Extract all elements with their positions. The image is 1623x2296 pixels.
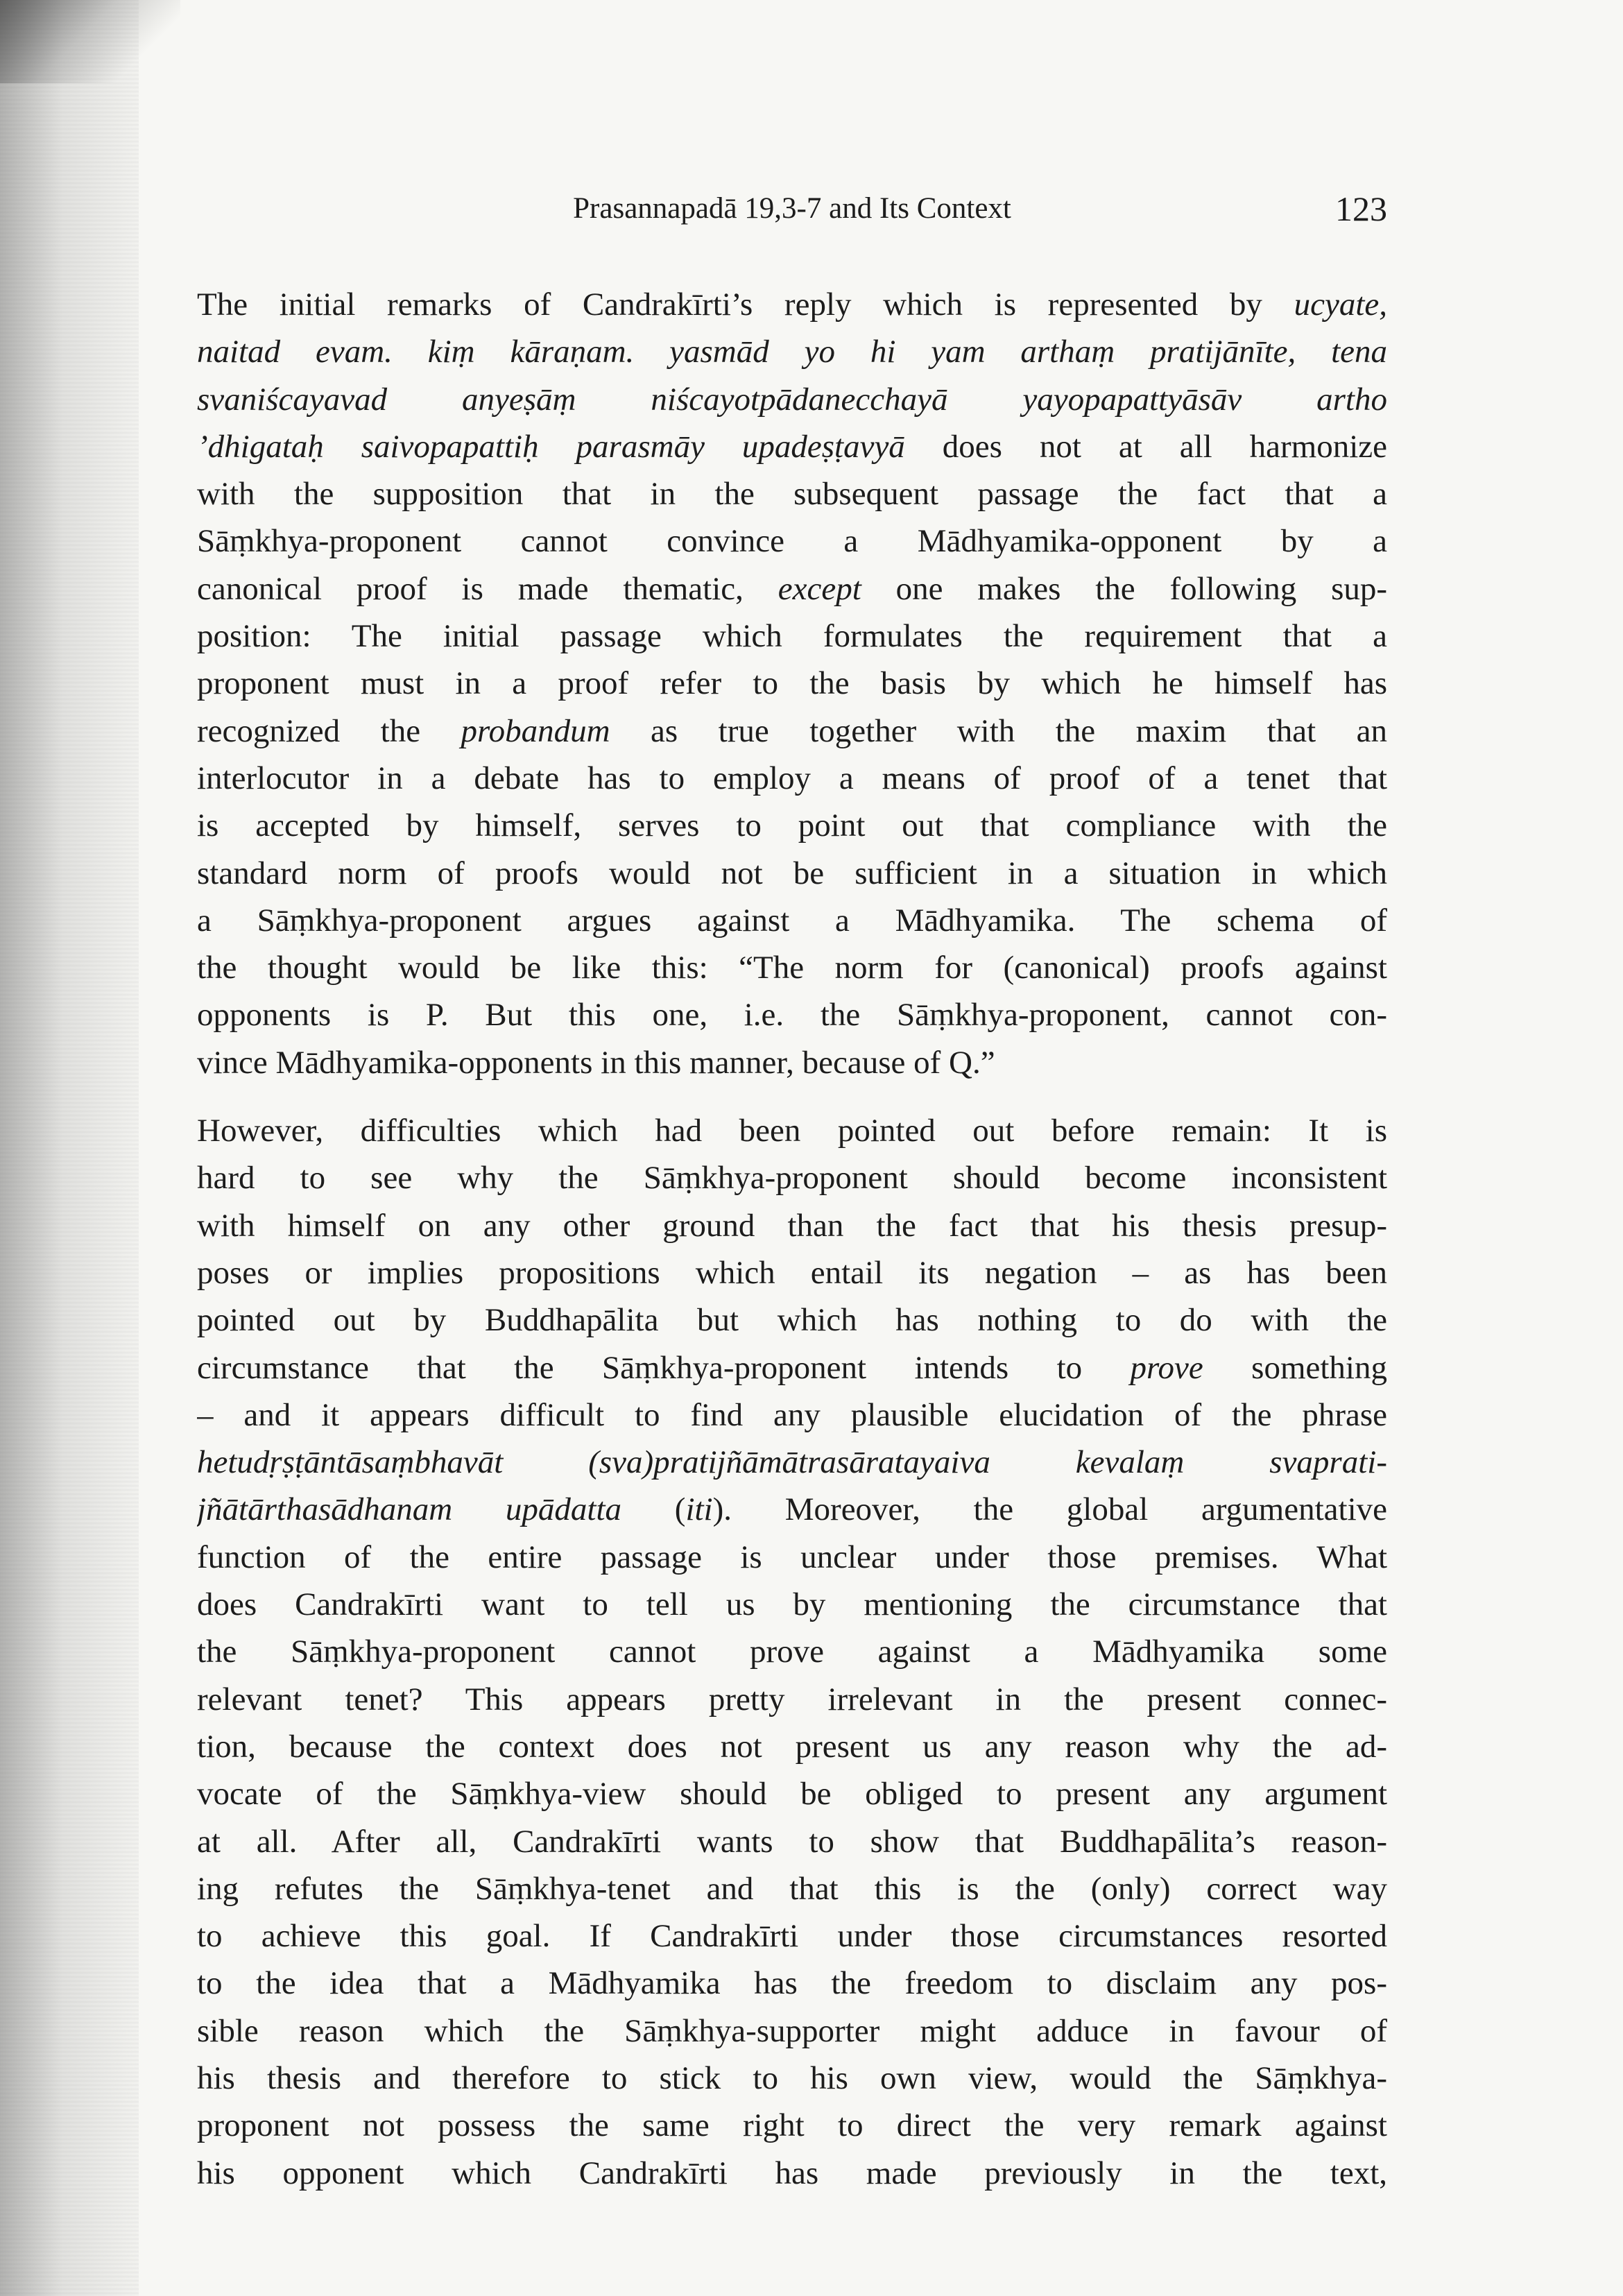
- italic-text: jñātārthasādhanam upādatta: [197, 1491, 622, 1528]
- text-line: [197, 565, 1387, 612]
- text-line: [197, 328, 1387, 375]
- text-line: [197, 376, 1387, 423]
- italic-text: except: [778, 570, 861, 607]
- text-run: at all. After all, Candrakīrti wants to show that Buddhapālita’s reason-: [197, 1823, 1387, 1860]
- text-line: [197, 1296, 1387, 1344]
- text-line: [197, 2007, 1387, 2055]
- text-run: something: [1203, 1349, 1387, 1386]
- text-run: ). Moreover, the global argumentative: [712, 1491, 1387, 1528]
- text-line: [197, 944, 1387, 991]
- text-run: vocate of the Sāṃkhya-view should be obliged to present any argument: [197, 1776, 1387, 1813]
- text-run: position: The initial passage which formulates the requirement that a: [197, 618, 1387, 655]
- text-line: [197, 1154, 1387, 1201]
- italic-text: probandum: [461, 712, 610, 749]
- text-line: [197, 1581, 1387, 1628]
- text-line: [197, 897, 1387, 944]
- text-line: [197, 1039, 1387, 1086]
- text-line: [197, 755, 1387, 802]
- text-run: the Sāṃkhya-proponent cannot prove against a Mādhyamika some: [197, 1634, 1387, 1670]
- text-run: is accepted by himself, serves to point out that compliance with the: [197, 807, 1387, 844]
- text-run: to achieve this goal. If Candrakīrti under those circumstances resorted: [197, 1918, 1387, 1955]
- page-number: 123: [1335, 189, 1387, 228]
- text-run: recognized the: [197, 712, 461, 749]
- text-run: relevant tenet? This appears pretty irrelevant in the present connec-: [197, 1681, 1387, 1717]
- text-run: pointed out by Buddhapālita but which has nothing to do with the: [197, 1302, 1387, 1339]
- italic-text: iti: [685, 1491, 713, 1528]
- text-run: as true together with the maxim that an: [610, 712, 1387, 749]
- text-line: [197, 708, 1387, 755]
- text-run: function of the entire passage is unclear under those premises. What: [197, 1539, 1387, 1575]
- text-line: [197, 1676, 1387, 1723]
- text-line: [197, 612, 1387, 660]
- text-run: The initial remarks of Candrakīrti’s reply which is represented by: [197, 286, 1294, 323]
- text-line: [197, 1391, 1387, 1439]
- text-line: [197, 1202, 1387, 1249]
- italic-text: svaniścayavad anyeṣāṃ niścayotpādanecchayā yayopapattyāsāv artho: [197, 381, 1387, 418]
- text-line: [197, 1249, 1387, 1296]
- text-line: [197, 1912, 1387, 1960]
- text-line: [197, 1628, 1387, 1675]
- text-run: proponent not possess the same right to direct the very remark against: [197, 2107, 1387, 2144]
- text-run: hard to see why the Sāṃkhya-proponent should become inconsistent: [197, 1160, 1387, 1197]
- text-line: [197, 517, 1387, 565]
- text-line: [197, 1486, 1387, 1533]
- text-line: [197, 1344, 1387, 1391]
- text-run: one makes the following sup-: [861, 570, 1387, 607]
- italic-text: prove: [1130, 1349, 1203, 1386]
- text-run: his opponent which Candrakīrti has made previously in the text,: [197, 2154, 1387, 2191]
- text-line: [197, 1107, 1387, 1154]
- text-run: opponents is P. But this one, i.e. the Sāṃkhya-proponent, cannot con-: [197, 997, 1387, 1034]
- text-run: sible reason which the Sāṃkhya-supporter might adduce in favour of: [197, 2012, 1387, 2049]
- text-run: does not at all harmonize: [904, 428, 1387, 465]
- text-run: interlocutor in a debate has to employ a means of proof of a tenet that: [197, 760, 1387, 796]
- text-run: poses or implies propositions which entail its negation – as has been: [197, 1254, 1387, 1291]
- text-line: [197, 1439, 1387, 1486]
- text-run: with the supposition that in the subsequent passage the fact that a: [197, 476, 1387, 513]
- text-run: with himself on any other ground than the fact that his thesis presup-: [197, 1207, 1387, 1244]
- text-run: – and it appears difficult to find any plausible elucidation of the phrase: [197, 1396, 1387, 1433]
- running-title: Prasannapadā 19,3-7 and Its Context: [573, 192, 1011, 225]
- text-line: [197, 1723, 1387, 1770]
- text-run: circumstance that the Sāṃkhya-proponent intends to: [197, 1349, 1131, 1386]
- running-header: [197, 185, 1387, 233]
- text-line: [197, 423, 1387, 470]
- text-line: [197, 2055, 1387, 2102]
- text-line: [197, 1534, 1387, 1581]
- text-line: [197, 2102, 1387, 2149]
- italic-text: ucyate,: [1294, 286, 1387, 323]
- text-run: canonical proof is made thematic,: [197, 570, 778, 607]
- text-run: Sāṃkhya-proponent cannot convince a Mādhyamika-opponent by a: [197, 523, 1387, 560]
- text-line: [197, 1960, 1387, 2007]
- text-run: does Candrakīrti want to tell us by mentioning the circumstance that: [197, 1586, 1387, 1623]
- paragraph: [197, 281, 1387, 1086]
- italic-text: naitad evam. kiṃ kāraṇam. yasmād yo hi yam arthaṃ pratijānīte, tena: [197, 334, 1387, 370]
- text-line: [197, 1865, 1387, 1912]
- text-line: [197, 281, 1387, 328]
- text-line: [197, 802, 1387, 849]
- text-line: [197, 1818, 1387, 1865]
- scan-binding-shadow: [0, 0, 139, 2296]
- text-line: [197, 660, 1387, 707]
- text-run: proponent must in a proof refer to the basis by which he himself has: [197, 665, 1387, 702]
- text-run: the thought would be like this: “The norm for (canonical) proofs against: [197, 950, 1387, 986]
- italic-text: ’dhigataḥ saivopapattiḥ parasmāy upadeṣṭavyā: [197, 428, 905, 465]
- text-run: ing refutes the Sāṃkhya-tenet and that this is the (only) correct way: [197, 1870, 1387, 1907]
- text-line: [197, 1770, 1387, 1817]
- text-line: [197, 470, 1387, 517]
- text-run: a Sāṃkhya-proponent argues against a Mādhyamika. The schema of: [197, 902, 1387, 939]
- text-run: (: [621, 1491, 686, 1528]
- text-run: to the idea that a Mādhyamika has the freedom to disclaim any pos-: [197, 1965, 1387, 2002]
- paragraph: [197, 1107, 1387, 2197]
- text-run: his thesis and therefore to stick to his own view, would the Sāṃkhya-: [197, 2059, 1387, 2096]
- text-run: vince Mādhyamika-opponents in this manner, because of Q.”: [197, 1044, 995, 1081]
- text-run: standard norm of proofs would not be sufficient in a situation in which: [197, 855, 1387, 891]
- italic-text: hetudṛṣṭāntāsaṃbhavāt (sva)pratijñāmātrasāratayaiva kevalaṃ svaprati-: [197, 1444, 1387, 1481]
- text-line: [197, 991, 1387, 1038]
- text-run: tion, because the context does not present us any reason why the ad-: [197, 1728, 1387, 1765]
- text-run: However, difficulties which had been pointed out before remain: It is: [197, 1113, 1387, 1149]
- text-line: [197, 2150, 1387, 2197]
- text-line: [197, 850, 1387, 897]
- body-text: [197, 281, 1387, 2197]
